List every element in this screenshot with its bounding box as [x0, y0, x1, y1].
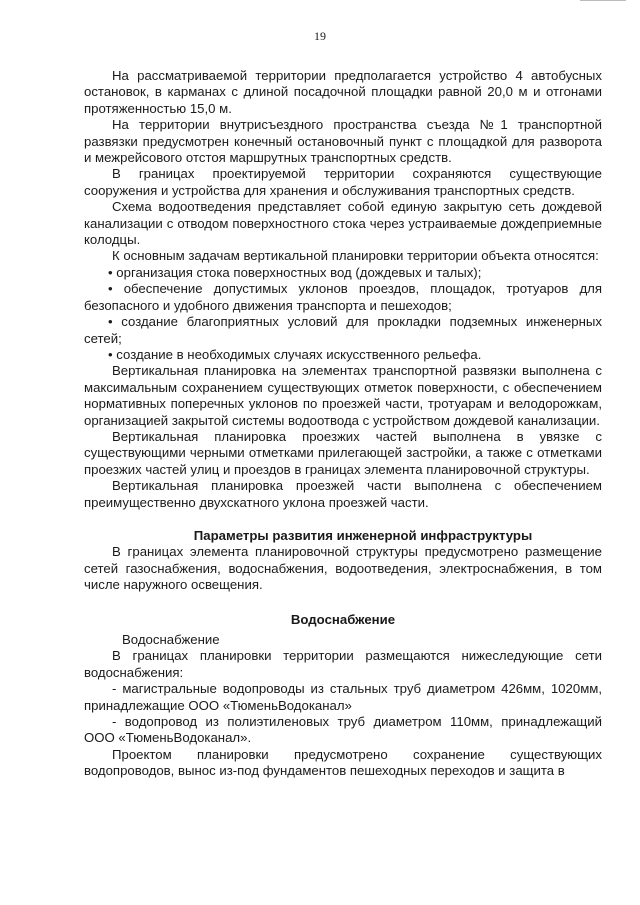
paragraph-roadway-slope: Вертикальная планировка проезжей части выполнена с обеспечением преимущественно двухскатного уклона проезжей части. [84, 478, 602, 510]
paragraph-interchange-grading: Вертикальная планировка на элементах транспортной развязки выполнена с максимальным сохранением существующих отметок поверхности, с обеспечением нормативных поперечных уклонов по проезжей части, тротуарам и велодорожкам, организацией закрытой системы водоотвода с устройством дождевой канализации. [84, 363, 602, 428]
paragraph-water-intro: В границах планировки территории размещаются нижеследующие сети водоснабжения: [84, 648, 602, 680]
water-list-item: - магистральные водопроводы из стальных труб диаметром 426мм, 1020мм, принадлежащие ООО «ТюменьВодоканал» [84, 681, 602, 713]
paragraph-bus-stops: На рассматриваемой территории предполагается устройство 4 автобусных остановок, в карманах с длиной посадочной площадки равной 20,0 м и отгонами протяженностью 15,0 м. [84, 68, 602, 116]
section-heading-infrastructure: Параметры развития инженерной инфраструктуры [193, 527, 533, 543]
bullet-item: • обеспечение допустимых уклонов проездов, площадок, тротуаров для безопасного и удобного движения транспорта и пешеходов; [84, 281, 602, 313]
page-number: 19 [314, 29, 326, 43]
paragraph-roadway-grading: Вертикальная планировка проезжих частей выполнена в увязке с существующими черными отметками прилегающей застройки, а также с отметками проезжих частей улиц и проездов в границах элемента планировочной структуры. [84, 428, 602, 477]
water-supply-subtitle: Водоснабжение [122, 632, 220, 647]
bullet-item: • создание благоприятных условий для прокладки подземных инженерных сетей; [84, 314, 602, 346]
page-body [84, 68, 602, 780]
paragraph-existing-structures: В границах проектируемой территории сохраняются существующие сооружения и устройства для хранения и обслуживания транспортных средств. [84, 166, 602, 198]
section-heading-water-supply: Водоснабжение [290, 611, 396, 627]
bullet-item: • создание в необходимых случаях искусственного рельефа. [108, 346, 482, 362]
paragraph-drainage-scheme: Схема водоотведения представляет собой единую закрытую сеть дождевой канализации с отводом поверхностного стока через устраиваемые дождеприемные колодцы. [84, 199, 602, 248]
paragraph-infrastructure: В границах элемента планировочной структуры предусмотрено размещение сетей газоснабжения, водоснабжения, водоотведения, электроснабжения, в том числе наружного освещения. [84, 544, 602, 593]
top-edge-mark [580, 0, 626, 1]
paragraph-terminal-stop: На территории внутрисъездного пространства съезда №1 транспортной развязки предусмотрен конечный остановочный пункт с площадкой для разворота и межрейсового отстоя маршрутных транспортных средств. [84, 117, 602, 166]
water-list-item: - водопровод из полиэтиленовых труб диаметром 110мм, принадлежащий ООО «ТюменьВодоканал». [84, 714, 602, 746]
paragraph-water-project: Проектом планировки предусмотрено сохранение существующих водопроводов, вынос из-под фундаментов пешеходных переходов и защита в [84, 746, 602, 779]
paragraph-grading-tasks: К основным задачам вертикальной планировки территории объекта относятся: [112, 248, 599, 264]
bullet-item: • организация стока поверхностных вод (дождевых и талых); [108, 264, 482, 280]
